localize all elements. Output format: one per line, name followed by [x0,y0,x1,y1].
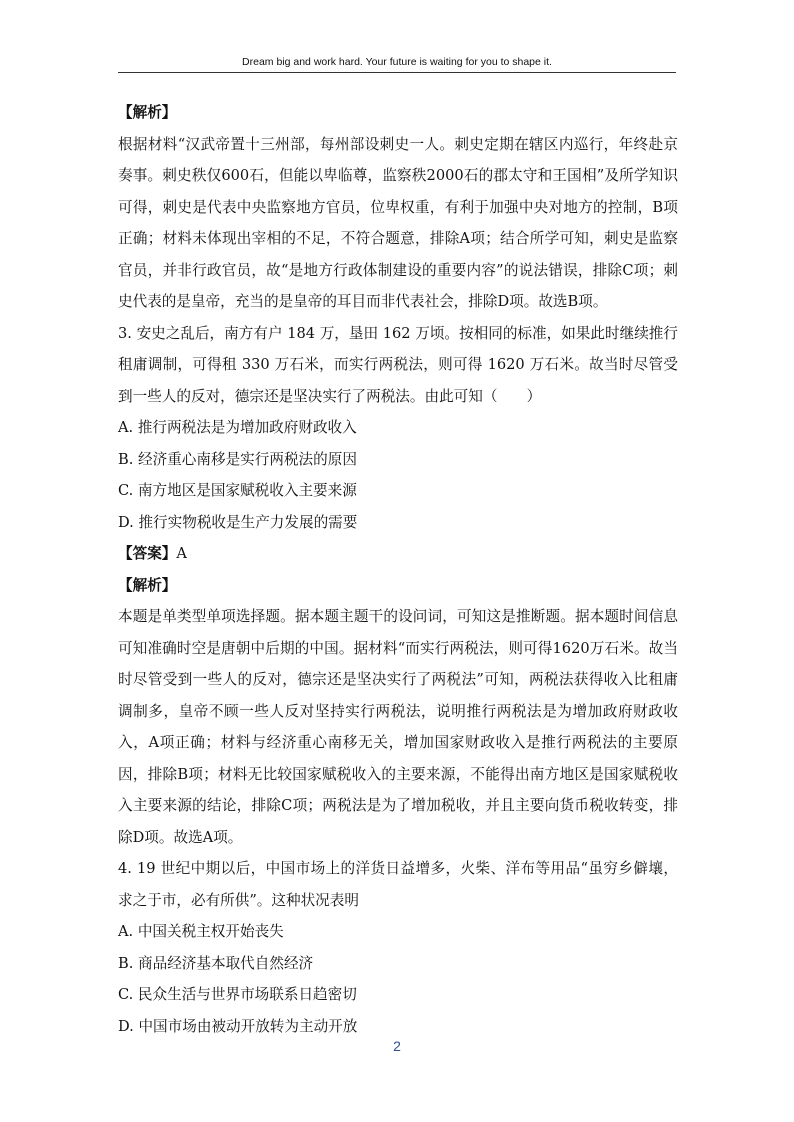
question-3 [118,318,678,854]
option-d: D. 推行实物税收是生产力发展的需要 [118,513,358,531]
question-stem: 4. 19 世纪中期以后，中国市场上的洋货日益增多，火柴、洋布等用品“虽穷乡僻壤，求之于市，必有所供”。这种状况表明 [118,860,678,909]
analysis-label: 【解析】 [118,104,177,121]
page-header [118,56,676,73]
answer-label: 【答案】 [118,545,177,562]
analysis-text: 本题是单类型单项选择题。据本题主题干的设问词，可知这是推断题。据本题时间信息可知准确时空是唐朝中后期的中国。据材料“而实行两税法，则可得1620万石米。故当时尽管受到一些人的反对，德宗还是坚决实行了两税法”可知，两税法获得收入比租庸调制多，皇帝不顾一些人反对坚持实行两税法，说明推行两税法是为增加政府财政收入，A项正确；材料与经济重心南移无关，增加国家财政收入是推行两税法的主要原因，排除B项；材料无比较国家赋税收入的主要来源，不能得出南方地区是国家赋税收入主要来源的结论，排除C项；两税法是为了增加税收，并且主要向货币税收转变，排除D项。故选A项。 [118,608,678,846]
option-d: D. 中国市场由被动开放转为主动开放 [118,1017,358,1035]
question-4 [118,853,678,1042]
page-content [118,97,678,1042]
question-2-analysis [118,97,678,318]
answer-line [118,538,678,570]
option-c: C. 南方地区是国家赋税收入主要来源 [118,482,357,499]
page-number: 2 [393,1038,401,1054]
header-motto: Dream big and work hard. Your future is waiting for you to shape it. [242,56,552,68]
analysis-text: 根据材料“汉武帝置十三州部，每州部设刺史一人。刺史定期在辖区内巡行，年终赴京奏事。刺史秩仅600石，但能以卑临尊，监察秩2000石的郡太守和王国相”及所学知识可得，刺史是代表中央监察地方官员，位卑权重，有利于加强中央对地方的控制，B项正确；材料未体现出宰相的不足，不符合题意，排除A项；结合所学可知，刺史是监察官员，并非行政官员，故“是地方行政体制建设的重要内容”的说法错误，排除C项；刺史代表的是皇帝，充当的是皇帝的耳目而非代表社会，排除D项。故选B项。 [118,135,678,310]
option-a: A. 推行两税法是为增加政府财政收入 [118,419,357,436]
header-divider [118,72,676,73]
option-a: A. 中国关税主权开始丧失 [118,923,284,940]
option-b: B. 商品经济基本取代自然经济 [118,954,314,972]
option-b: B. 经济重心南移是实行两税法的原因 [118,450,357,468]
question-stem: 3. 安史之乱后，南方有户 184 万，垦田 162 万顷。按相同的标准，如果此时继续推行租庸调制，可得租 330 万石米，而实行两税法，则可得 1620 万石米。故当时尽管受到一些人的反对，德宗还是坚决实行了两税法。由此可知（ ） [118,324,678,405]
analysis-label: 【解析】 [118,576,177,594]
option-c: C. 民众生活与世界市场联系日趋密切 [118,986,357,1003]
answer-value: A [176,545,187,562]
